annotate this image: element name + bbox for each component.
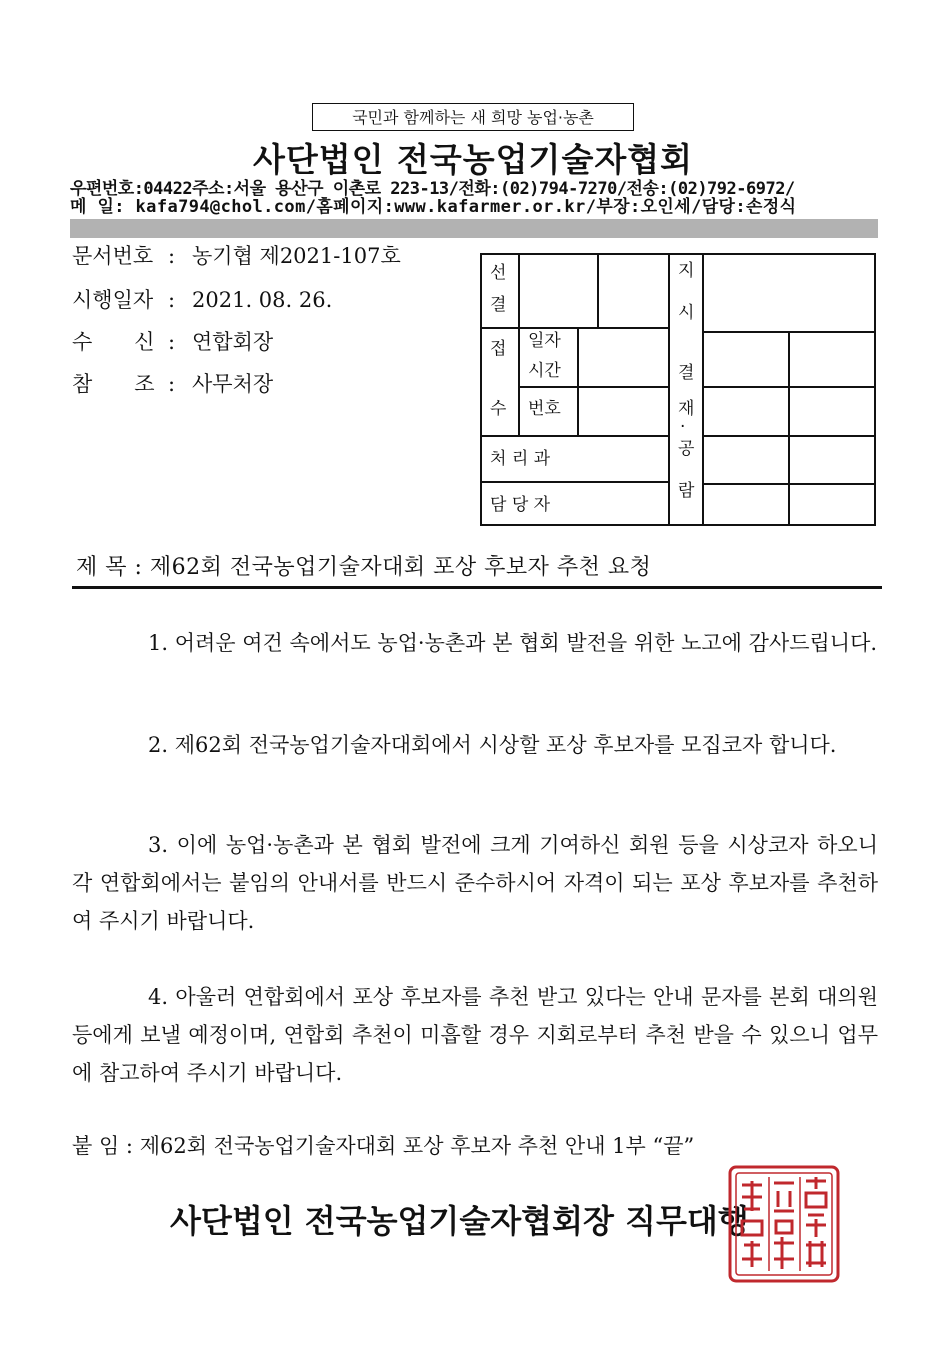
jisi-label-1: 지 xyxy=(678,261,695,281)
jeopsu-label-1: 접 xyxy=(490,339,507,359)
damdangja-label: 담 당 자 xyxy=(490,495,551,515)
paragraph-3-text: 이에 농업·농촌과 본 협회 발전에 크게 기여하신 회원 등을 시상코자 하오니 각 연합회에서는 붙임의 안내서를 반드시 준수하시어 자격이 되는 포상 후보자를 추천하여 주시기 바랍니다. xyxy=(72,833,878,933)
paragraph-1 xyxy=(72,624,878,662)
jeopsu-label-2: 수 xyxy=(490,399,507,419)
paragraph-4-number: 4. xyxy=(148,985,169,1009)
colon: : xyxy=(168,372,176,396)
paragraph-4-text: 아울러 연합회에서 포상 후보자를 추천 받고 있다는 안내 문자를 본회 대의원 등에게 보낼 예정이며, 연합회 추천이 미흡할 경우 지회로부터 추천 받을 수 있으니 업무에 참고하여 주시기 바랍니다. xyxy=(72,985,878,1085)
jisi-label-2: 시 xyxy=(678,303,695,323)
date-row xyxy=(72,284,332,314)
paragraph-2-text: 제62회 전국농업기술자대회에서 시상할 포상 후보자를 모집코자 합니다. xyxy=(174,733,837,757)
gyeoljae-label-3: · xyxy=(680,417,686,437)
doc-number-label: 문서번호 xyxy=(72,244,154,268)
reference-value: 사무처장 xyxy=(192,372,274,396)
recipient-row xyxy=(72,326,273,356)
seongyeol-label-2: 결 xyxy=(490,295,507,315)
official-seal-icon xyxy=(726,1163,842,1285)
paragraph-2-number: 2. xyxy=(148,733,169,757)
subject-label: 제 목 : xyxy=(76,555,143,580)
subject-line xyxy=(76,550,651,581)
reference-row xyxy=(72,368,273,398)
recipient-value: 연합회장 xyxy=(192,330,274,354)
recipient-label: 수 신 xyxy=(72,330,155,354)
org-title: 사단법인 전국농업기술자협회 xyxy=(253,140,693,179)
attachment-label: 붙 임 : xyxy=(72,1134,133,1158)
header-divider-bar xyxy=(70,219,878,238)
paragraph-2 xyxy=(72,726,878,764)
attachment-text: 제62회 전국농업기술자대회 포상 후보자 추천 안내 1부 “끝” xyxy=(139,1134,695,1158)
colon: : xyxy=(168,330,176,354)
paragraph-1-text: 어려운 여건 속에서도 농업·농촌과 본 협회 발전을 위한 노고에 감사드립니다. xyxy=(174,631,878,655)
approval-table xyxy=(480,253,876,526)
cheorigwa-label: 처 리 과 xyxy=(490,449,551,469)
beonho-label: 번호 xyxy=(528,399,561,419)
doc-number-row xyxy=(72,240,401,270)
colon: : xyxy=(168,288,176,312)
date-label: 시행일자 xyxy=(72,288,154,312)
gyeoljae-label-5: 람 xyxy=(678,481,695,501)
subject-underline xyxy=(72,586,882,589)
colon: : xyxy=(168,244,176,268)
gyeoljae-label-2: 재 xyxy=(678,399,695,419)
sigan-label: 시간 xyxy=(528,361,561,381)
paragraph-4 xyxy=(72,978,878,1092)
address-line-2: 메 일: kafa794@chol.com/홈페이지:www.kafarmer.or.kr/부장:오인세/담당:손정식 xyxy=(70,197,797,217)
attachment-line xyxy=(72,1130,694,1160)
seongyeol-label-1: 선 xyxy=(490,263,507,283)
address-line-1: 우편번호:04422주소:서울 용산구 이촌로 223-13/전화:(02)794-7270/전송:(02)792-6972/ xyxy=(70,179,795,199)
reference-label: 참 조 xyxy=(72,372,155,396)
paragraph-3-number: 3. xyxy=(148,833,169,857)
date-value: 2021. 08. 26. xyxy=(192,288,333,312)
slogan-box: 국민과 함께하는 새 희망 농업·농촌 xyxy=(312,103,634,131)
ilja-label: 일자 xyxy=(528,331,561,351)
doc-number: 농기협 제2021-107호 xyxy=(192,244,401,268)
signature-line: 사단법인 전국농업기술자협회장 직무대행 xyxy=(170,1202,749,1240)
subject-text: 제62회 전국농업기술자대회 포상 후보자 추천 요청 xyxy=(149,555,652,580)
gyeoljae-label-1: 결 xyxy=(678,363,695,383)
paragraph-3 xyxy=(72,826,878,940)
gyeoljae-label-4: 공 xyxy=(678,439,695,459)
paragraph-1-number: 1. xyxy=(148,631,169,655)
